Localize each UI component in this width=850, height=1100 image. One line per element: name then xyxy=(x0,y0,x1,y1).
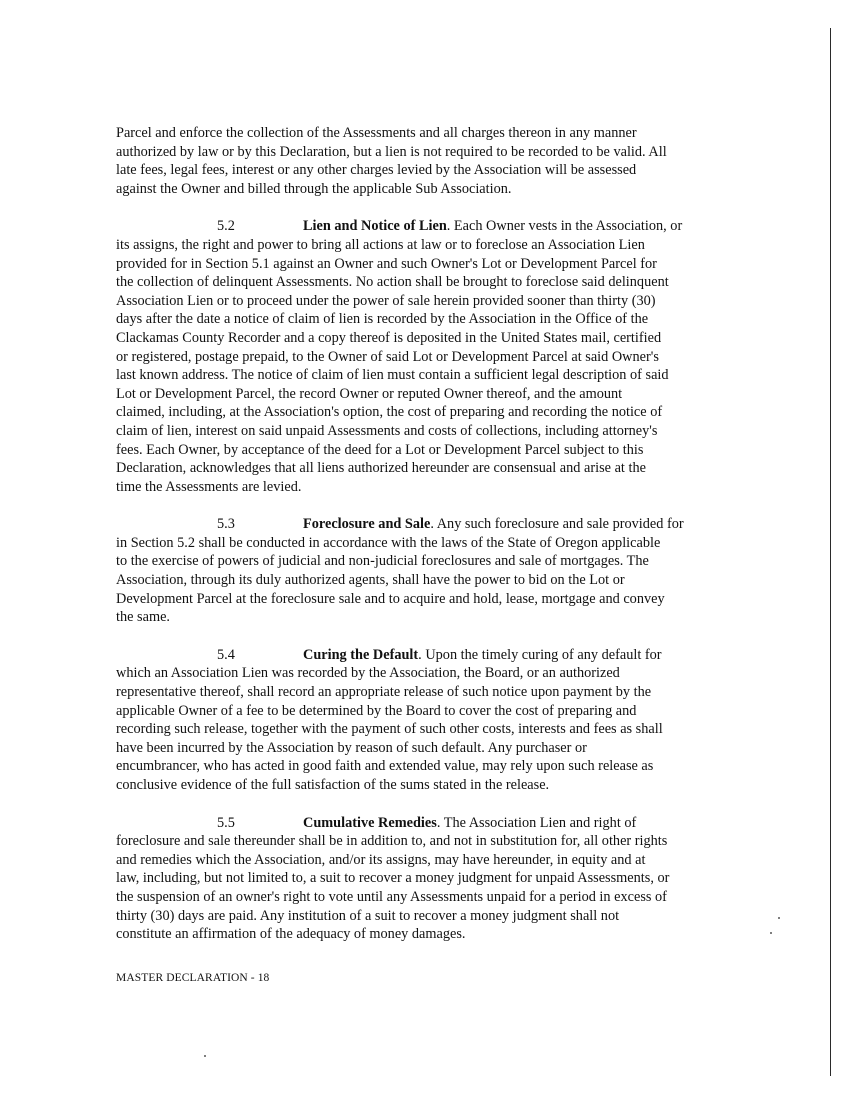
text-line: Association Lien or to proceed under the power of sale herein provided sooner than thirty (30) xyxy=(116,292,656,309)
text-line: authorized by law or by this Declaration, but a lien is not required to be recorded to be valid. All xyxy=(116,143,667,160)
text-line: Lot or Development Parcel, the record Owner or reputed Owner thereof, and the amount xyxy=(116,385,623,402)
document-body xyxy=(116,124,740,963)
page-edge-line xyxy=(830,28,831,1076)
text-line: applicable Owner of a fee to be determined by the Board to cover the cost of preparing and xyxy=(116,702,637,719)
text-line: claimed, including, at the Association's option, the cost of preparing and recording the notice of xyxy=(116,404,663,421)
scan-speck xyxy=(204,1055,206,1057)
text-line: conclusive evidence of the full satisfaction of the sums stated in the release. xyxy=(116,777,550,793)
text-line: its assigns, the right and power to bring all actions at law or to foreclose an Association Lien xyxy=(116,236,645,253)
section-first-line-text: . Upon the timely curing of any default for xyxy=(418,646,662,663)
text-line: thirty (30) days are paid. Any institution of a suit to recover a money judgment shall not xyxy=(116,907,620,924)
text-line: or registered, postage prepaid, to the Owner of said Lot or Development Parcel at said Owner's xyxy=(116,348,659,365)
text-line: to the exercise of powers of judicial and non-judicial foreclosures and sale of mortgages. The xyxy=(116,553,649,570)
text-line: Clackamas County Recorder and a copy thereof is deposited in the United States mail, certified xyxy=(116,329,662,346)
text-line: which an Association Lien was recorded by the Association, the Board, or an authorized xyxy=(116,665,620,682)
section-5-4 xyxy=(116,646,740,795)
section-number: 5.5 xyxy=(217,814,235,831)
section-title: Foreclosure and Sale xyxy=(303,516,431,533)
scan-speck xyxy=(778,917,780,919)
page-footer: MASTER DECLARATION - 18 xyxy=(116,972,270,984)
text-line: the collection of delinquent Assessments. No action shall be brought to foreclose said delinquent xyxy=(116,274,669,291)
scan-speck xyxy=(770,932,772,934)
text-line: law, including, but not limited to, a suit to recover a money judgment for unpaid Assessments, or xyxy=(116,870,670,887)
section-first-line-text: . Any such foreclosure and sale provided for xyxy=(430,516,684,533)
text-line: encumbrancer, who has acted in good faith and extended value, may rely upon such release as xyxy=(116,758,654,775)
section-first-line-text: . Each Owner vests in the Association, or xyxy=(446,218,683,235)
text-line: in Section 5.2 shall be conducted in accordance with the laws of the State of Oregon applicable xyxy=(116,534,661,551)
section-number: 5.4 xyxy=(217,646,235,663)
section-5-5 xyxy=(116,814,740,944)
text-line: and remedies which the Association, and/or its assigns, may have hereunder, in equity and at xyxy=(116,851,646,868)
text-line: time the Assessments are levied. xyxy=(116,478,302,495)
text-line: claim of lien, interest on said unpaid Assessments and costs of collections, including attorney's xyxy=(116,422,658,439)
text-line: Declaration, acknowledges that all liens authorized hereunder are consensual and arise at the xyxy=(116,460,646,477)
section-heading-line xyxy=(116,814,740,833)
text-line: foreclosure and sale thereunder shall be in addition to, and not in substitution for, all other rights xyxy=(116,833,668,850)
section-heading-line xyxy=(116,646,740,665)
section-heading-line xyxy=(116,217,740,236)
text-line: provided for in Section 5.1 against an Owner and such Owner's Lot or Development Parcel for xyxy=(116,255,657,272)
text-line: last known address. The notice of claim of lien must contain a sufficient legal description of said xyxy=(116,367,669,384)
section-title: Lien and Notice of Lien xyxy=(303,218,447,235)
text-line: Association, through its duly authorized agents, shall have the power to bid on the Lot or xyxy=(116,572,625,589)
text-line: Parcel and enforce the collection of the Assessments and all charges thereon in any manner xyxy=(116,125,637,141)
text-line: the same. xyxy=(116,609,170,626)
text-line: against the Owner and billed through the applicable Sub Association. xyxy=(116,180,512,197)
section-heading-line xyxy=(116,515,740,534)
section-title: Cumulative Remedies xyxy=(303,814,437,831)
text-line: have been incurred by the Association by reason of such default. Any purchaser or xyxy=(116,739,587,756)
text-line: representative thereof, shall record an appropriate release of such notice upon payment by the xyxy=(116,684,652,701)
paragraph-continuation xyxy=(116,124,740,198)
text-line: days after the date a notice of claim of lien is recorded by the Association in the Office of the xyxy=(116,311,649,328)
text-line: recording such release, together with the payment of such other costs, interests and fees as shall xyxy=(116,721,663,738)
text-line: fees. Each Owner, by acceptance of the deed for a Lot or Development Parcel subject to this xyxy=(116,441,644,458)
section-title: Curing the Default xyxy=(303,646,419,663)
section-5-3 xyxy=(116,515,740,627)
section-first-line-text: . The Association Lien and right of xyxy=(436,814,637,831)
section-number: 5.2 xyxy=(217,218,235,235)
text-line: late fees, legal fees, interest or any other charges levied by the Association will be assessed xyxy=(116,162,637,179)
section-number: 5.3 xyxy=(217,516,235,533)
section-5-2 xyxy=(116,217,740,496)
text-line: constitute an affirmation of the adequacy of money damages. xyxy=(116,926,466,943)
text-line: the suspension of an owner's right to vote until any Assessments unpaid for a period in excess of xyxy=(116,888,667,905)
text-line: Development Parcel at the foreclosure sale and to acquire and hold, lease, mortgage and convey xyxy=(116,590,665,607)
